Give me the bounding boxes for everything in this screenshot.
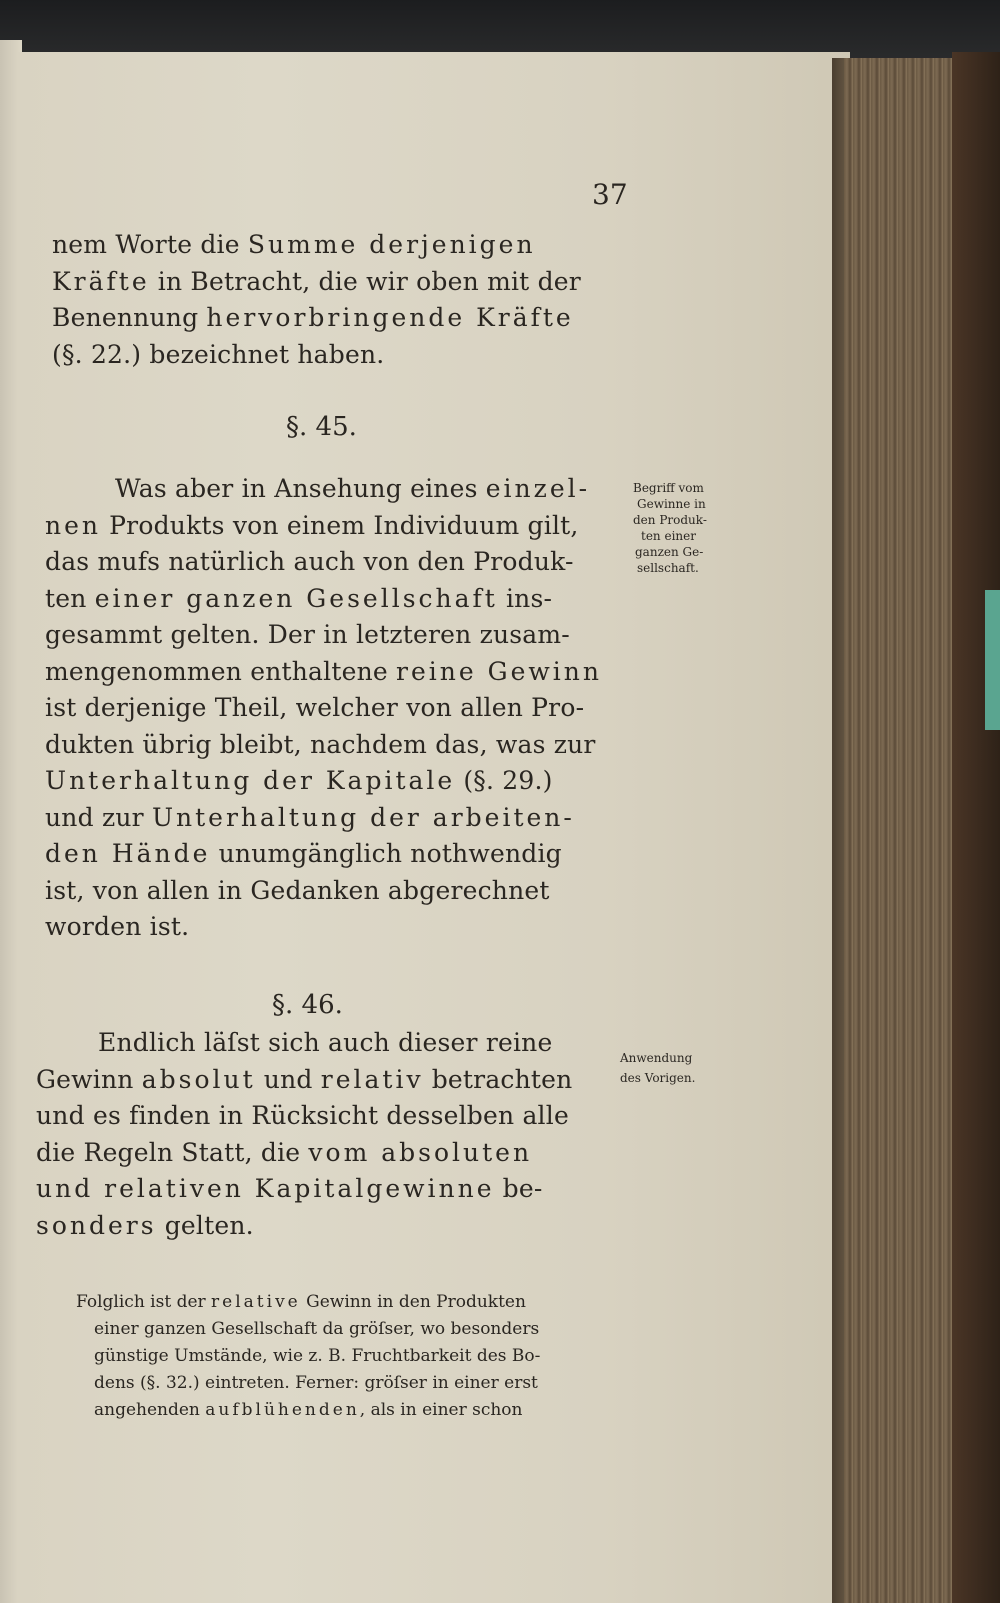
text-span: und <box>255 1064 321 1094</box>
text-span: aufblühenden <box>205 1400 360 1420</box>
text-line <box>52 267 581 296</box>
book-cover-edge <box>952 52 1000 1603</box>
text-line <box>115 474 590 503</box>
text-line <box>94 1319 539 1339</box>
text-span: dukten übrig bleibt, nachdem das, was zur <box>45 729 596 759</box>
text-span: unumgänglich nothwendig <box>210 839 562 868</box>
text-line <box>45 693 584 722</box>
text-line <box>45 876 550 905</box>
text-line <box>52 303 574 332</box>
text-span: und relativen Kapitalgewinne <box>36 1174 495 1203</box>
margin-line: Anwendung <box>620 1051 693 1065</box>
section-heading-46: §. 46. <box>272 990 343 1020</box>
text-span: be- <box>494 1174 543 1203</box>
text-span: einer ganzen Gesellschaft da gröſser, wo besonders <box>94 1319 540 1339</box>
text-span: nen <box>45 510 101 540</box>
text-span: ist, von allen in Gedanken abgerechnet <box>45 875 550 905</box>
text-span: Summe derjenigen <box>247 230 536 259</box>
text-line <box>45 547 574 576</box>
text-line <box>36 1101 569 1130</box>
text-line <box>36 1065 572 1094</box>
text-span: in Betracht, die wir oben mit der <box>149 266 581 296</box>
text-line <box>45 766 553 795</box>
text-line <box>52 230 536 259</box>
text-span: Gewinn in den Produkten <box>300 1292 526 1312</box>
page-number: 37 <box>592 178 628 211</box>
margin-line: des Vorigen. <box>620 1071 696 1085</box>
background-dark <box>0 0 1000 60</box>
text-span: absolut <box>141 1064 256 1094</box>
text-span: Benennung <box>52 303 207 332</box>
text-span: und zur <box>45 802 152 832</box>
text-span: Unterhaltung der arbeiten- <box>151 802 575 832</box>
text-span: reine Gewinn <box>396 656 602 686</box>
text-span: einzel- <box>485 474 591 503</box>
margin-line: ten einer <box>641 529 696 543</box>
margin-line: den Produk- <box>633 513 707 527</box>
text-line <box>45 620 570 649</box>
text-span: nem Worte die <box>52 230 248 259</box>
text-span: vom absoluten <box>308 1137 533 1167</box>
text-line <box>52 340 384 369</box>
text-span: Endlich läſst sich auch dieser reine <box>98 1028 553 1057</box>
text-span: Kräfte <box>52 266 150 296</box>
text-span: (§. 22.) bezeichnet haben. <box>52 339 385 369</box>
text-line <box>98 1028 552 1057</box>
text-span: betrachten <box>423 1064 573 1094</box>
text-line <box>45 730 596 759</box>
text-span: angehenden <box>94 1400 206 1420</box>
bookmark-tab <box>985 590 1000 730</box>
text-line <box>94 1400 523 1420</box>
text-span: die Regeln Statt, die <box>36 1137 309 1167</box>
text-span: das mufs natürlich auch von den Produk- <box>45 547 574 576</box>
text-span: Unterhaltung der Kapitale <box>45 766 456 795</box>
text-span: ten <box>45 583 95 613</box>
text-line <box>45 657 602 686</box>
text-line <box>45 511 579 540</box>
text-span: ist derjenige Theil, welcher von allen Pro- <box>45 693 585 722</box>
text-span: worden ist. <box>45 912 190 941</box>
text-line <box>45 912 189 941</box>
text-span: Gewinn <box>36 1064 142 1094</box>
text-span: sonders <box>36 1210 157 1240</box>
margin-line: Gewinne in <box>637 497 706 511</box>
text-line <box>76 1292 526 1312</box>
text-span: (§. 29.) <box>455 766 553 795</box>
text-span: den Hände <box>45 839 211 868</box>
text-line <box>94 1373 538 1393</box>
section-heading-45: §. 45. <box>286 412 357 442</box>
text-line <box>45 803 575 832</box>
text-span: dens (§. 32.) eintreten. Ferner: gröſser in einer erst <box>94 1373 538 1393</box>
margin-line: Begriff vom <box>633 481 704 495</box>
text-line <box>45 839 562 868</box>
text-span: einer ganzen Gesellschaft <box>94 583 498 613</box>
text-line <box>36 1138 532 1167</box>
text-span: Was aber in Ansehung eines <box>115 474 486 503</box>
text-line <box>94 1346 540 1366</box>
text-span: relativ <box>320 1064 424 1094</box>
text-span: mengenommen enthaltene <box>45 656 397 686</box>
margin-line: ganzen Ge- <box>635 545 704 559</box>
text-span: und es finden in Rücksicht desselben alle <box>36 1101 569 1130</box>
text-span: gelten. <box>156 1210 254 1240</box>
text-span: ins- <box>497 583 553 613</box>
text-span: hervorbringende Kräfte <box>206 303 574 332</box>
text-line <box>36 1174 543 1203</box>
text-span: gesammt gelten. Der in letzteren zusam- <box>45 620 570 649</box>
text-span: , als in einer schon <box>359 1400 523 1420</box>
text-span: günstige Umstände, wie z. B. Fruchtbarkeit des Bo- <box>94 1346 541 1366</box>
text-line <box>45 584 552 613</box>
margin-line: sellschaft. <box>637 561 699 575</box>
text-span: relative <box>211 1292 301 1312</box>
text-span: Folglich ist der <box>76 1292 212 1312</box>
text-span: Produkts von einem Individuum gilt, <box>101 510 579 540</box>
text-line <box>36 1211 254 1240</box>
